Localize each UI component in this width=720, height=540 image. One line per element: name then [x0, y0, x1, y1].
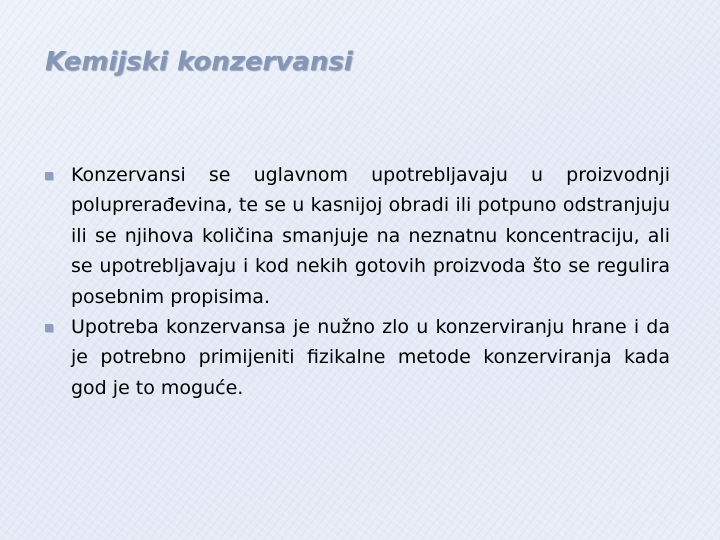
- square-bullet-icon: [45, 172, 53, 180]
- slide-title: Kemijski konzervansi: [45, 47, 353, 77]
- bullet-text: Konzervansi se uglavnom upotrebljavaju u proizvodnji poluprerađevina, te se u kasnijoj obradi ili potpuno odstranjuju ili se njihova količina smanjuje na neznatnu koncentraciju, ali se upotrebljavaju i kod nekih gotovih proizvoda što se regulira posebnim propisima.: [71, 164, 670, 308]
- bullet-item: [45, 160, 670, 312]
- bullet-list: [45, 160, 670, 403]
- square-bullet-icon: [45, 324, 53, 332]
- bullet-item: [45, 312, 670, 403]
- bullet-text: Upotreba konzervansa je nužno zlo u konzerviranju hrane i da je potrebno primijeniti fizikalne metode konzerviranja kada god je to moguće.: [71, 316, 670, 399]
